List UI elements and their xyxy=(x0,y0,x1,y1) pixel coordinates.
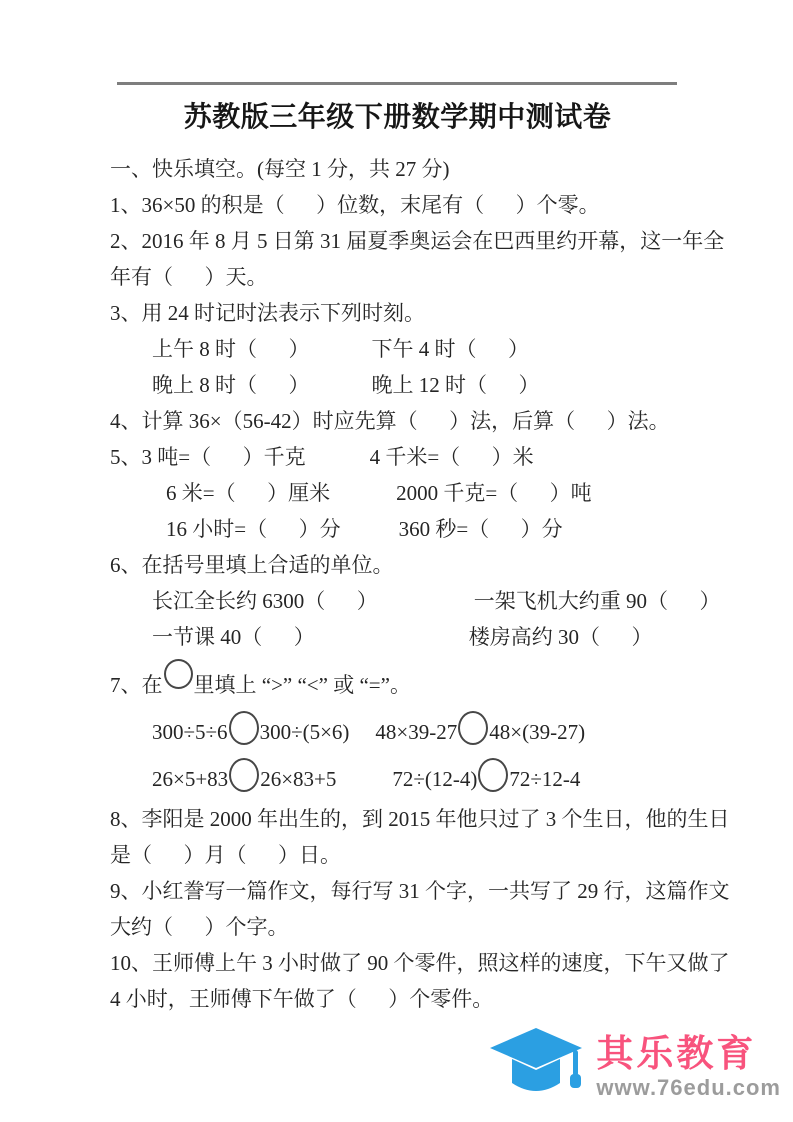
page-title: 苏教版三年级下册数学期中测试卷 xyxy=(183,102,612,133)
question-text: 72÷12-4 xyxy=(509,767,581,791)
question-line xyxy=(110,151,685,187)
question-line xyxy=(110,295,685,331)
question-text: 72÷(12-4) xyxy=(392,767,478,791)
column-gap xyxy=(330,499,396,500)
column-gap xyxy=(349,738,375,739)
question-line xyxy=(110,223,725,259)
column-gap xyxy=(315,643,469,644)
question-line xyxy=(110,909,685,945)
question-line xyxy=(110,439,685,475)
question-line xyxy=(110,403,685,439)
question-text: 晚上 12 时（ ） xyxy=(371,373,540,397)
column-gap xyxy=(378,607,474,608)
question-line xyxy=(110,655,685,707)
question-text: 一、快乐填空。(每空 1 分，共 27 分) xyxy=(110,157,450,181)
question-text: 300÷(5×6) xyxy=(259,720,350,744)
question-line xyxy=(152,583,721,619)
question-text: 16 小时=（ ）分 xyxy=(166,517,341,541)
question-text: 360 秒=（ ）分 xyxy=(398,517,563,541)
question-text: 长江全长约 6300（ ） xyxy=(152,589,378,613)
question-text: 48×(39-27) xyxy=(489,720,586,744)
question-line xyxy=(110,873,730,909)
question-text: 大约（ ）个字。 xyxy=(110,915,289,939)
question-line xyxy=(110,259,685,295)
question-text: 300÷5÷6 xyxy=(152,720,228,744)
question-line xyxy=(152,707,685,754)
question-text: 晚上 8 时（ ） xyxy=(152,373,310,397)
site-logo xyxy=(488,1026,781,1108)
question-text: 4 小时，王师傅下午做了（ ）个零件。 xyxy=(110,987,494,1011)
question-text: 一节课 40（ ） xyxy=(152,625,315,649)
header-rule xyxy=(117,82,677,85)
column-gap xyxy=(341,535,399,536)
logo-url: www.76edu.com xyxy=(596,1075,781,1101)
logo-text-block xyxy=(596,1034,781,1101)
graduation-cap-icon xyxy=(488,1026,590,1108)
question-line xyxy=(152,367,685,403)
question-text: 里填上 “>” “<” 或 “=”。 xyxy=(193,673,411,697)
question-line xyxy=(110,187,685,223)
question-text: 2、2016 年 8 月 5 日第 31 届夏季奥运会在巴西里约开幕，这一年全 xyxy=(110,229,725,253)
question-list xyxy=(110,151,730,1017)
question-text: 6 米=（ ）厘米 xyxy=(166,481,331,505)
question-line xyxy=(166,475,685,511)
question-text: 7、在 xyxy=(110,673,163,697)
question-text: 下午 4 时（ ） xyxy=(371,337,529,361)
question-line xyxy=(110,547,685,583)
column-gap xyxy=(310,355,372,356)
question-line xyxy=(152,619,685,655)
comparison-circle xyxy=(164,659,193,689)
question-text: 1、36×50 的积是（ ）位数，末尾有（ ）个零。 xyxy=(110,193,600,217)
question-text: 3、用 24 时记时法表示下列时刻。 xyxy=(110,301,425,325)
question-line xyxy=(152,754,685,801)
question-line xyxy=(166,511,685,547)
column-gap xyxy=(306,463,370,464)
question-text: 2000 千克=（ ）吨 xyxy=(396,481,592,505)
question-text: 8、李阳是 2000 年出生的，到 2015 年他只过了 3 个生日，他的生日 xyxy=(110,807,730,831)
question-text: 26×83+5 xyxy=(260,767,337,791)
question-text: 一架飞机大约重 90（ ） xyxy=(473,589,721,613)
question-line xyxy=(110,945,730,981)
question-text: 26×5+83 xyxy=(152,767,229,791)
question-text: 5、3 吨=（ ）千克 xyxy=(110,445,306,469)
document-content xyxy=(110,82,730,1017)
column-gap xyxy=(336,785,392,786)
question-text: 6、在括号里填上合适的单位。 xyxy=(110,553,394,577)
question-text: 4、计算 36×（56-42）时应先算（ ）法，后算（ ）法。 xyxy=(110,409,670,433)
question-text: 4 千米=（ ）米 xyxy=(369,445,534,469)
question-line xyxy=(110,801,730,837)
comparison-circle xyxy=(478,758,508,792)
question-text: 是（ ）月（ ）日。 xyxy=(110,843,341,867)
question-text: 10、王师傅上午 3 小时做了 90 个零件，照这样的速度，下午又做了 xyxy=(110,951,730,975)
comparison-circle xyxy=(229,758,259,792)
column-gap xyxy=(310,391,372,392)
comparison-circle xyxy=(458,711,488,745)
question-text: 年有（ ）天。 xyxy=(110,265,268,289)
question-text: 上午 8 时（ ） xyxy=(152,337,310,361)
comparison-circle xyxy=(229,711,259,745)
question-text: 9、小红誊写一篇作文，每行写 31 个字，一共写了 29 行，这篇作文 xyxy=(110,879,730,903)
logo-name: 其乐教育 xyxy=(596,1032,757,1074)
question-text: 楼房高约 30（ ） xyxy=(468,625,653,649)
question-line xyxy=(110,981,685,1017)
question-line xyxy=(152,331,685,367)
question-line xyxy=(110,837,685,873)
question-text: 48×39-27 xyxy=(375,720,458,744)
